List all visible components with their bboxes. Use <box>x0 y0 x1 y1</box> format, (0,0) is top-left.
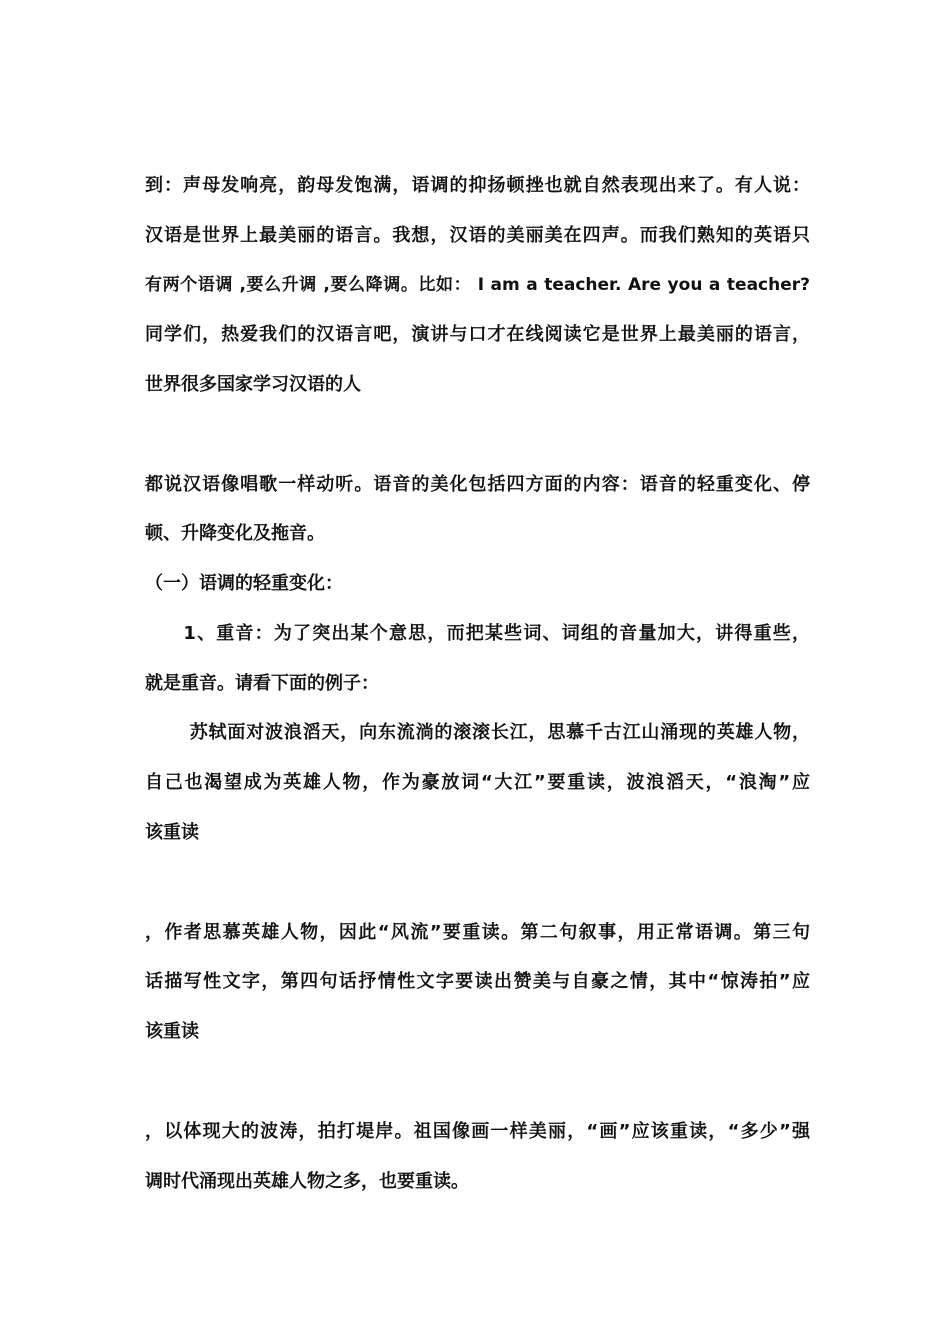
section-heading: （一）语调的轻重变化： <box>145 573 343 594</box>
text-line: 调时代涌现出英雄人物之多，也要重读。 <box>145 1171 469 1192</box>
text-line: 同学们，热爱我们的汉语言吧，演讲与口才在线阅读它是世界上最美丽的语言， <box>145 324 810 345</box>
text-line: 汉语是世界上最美丽的语言。我想，汉语的美丽美在四声。而我们熟知的英语只 <box>145 225 810 246</box>
text-line: 话描写性文字，第四句话抒情性文字要读出赞美与自豪之情，其中“惊涛拍”应 <box>145 971 810 992</box>
text-line: 该重读 <box>145 1021 199 1042</box>
text-line: 苏轼面对波浪滔天，向东流淌的滚滚长江，思慕千古江山涌现的英雄人物， <box>145 722 810 743</box>
text-line: 就是重音。请看下面的例子： <box>145 673 379 694</box>
text-line: ，作者思慕英雄人物，因此“风流”要重读。第二句叙事，用正常语调。第三句 <box>145 922 810 943</box>
text-line: 该重读 <box>145 822 199 843</box>
text-line: 到：声母发响亮，韵母发饱满，语调的抑扬顿挫也就自然表现出来了。有人说： <box>145 175 810 196</box>
text-line: ，以体现大的波涛，拍打堤岸。祖国像画一样美丽，“画”应该重读，“多少”强 <box>145 1121 810 1142</box>
text-line: 世界很多国家学习汉语的人 <box>145 374 361 395</box>
text-line: 都说汉语像唱歌一样动听。语音的美化包括四方面的内容：语音的轻重变化、停 <box>145 474 810 495</box>
text-line: 自己也渴望成为英雄人物，作为豪放词“大江”要重读，波浪滔天，“浪淘”应 <box>145 772 810 793</box>
text-line: 顿、升降变化及拖音。 <box>145 523 325 544</box>
text-line: 1、重音：为了突出某个意思，而把某些词、词组的音量加大，讲得重些， <box>145 623 810 644</box>
text-line: 有两个语调 ,要么升调 ,要么降调。比如： I am a teacher. Are you a teacher? <box>145 275 810 295</box>
